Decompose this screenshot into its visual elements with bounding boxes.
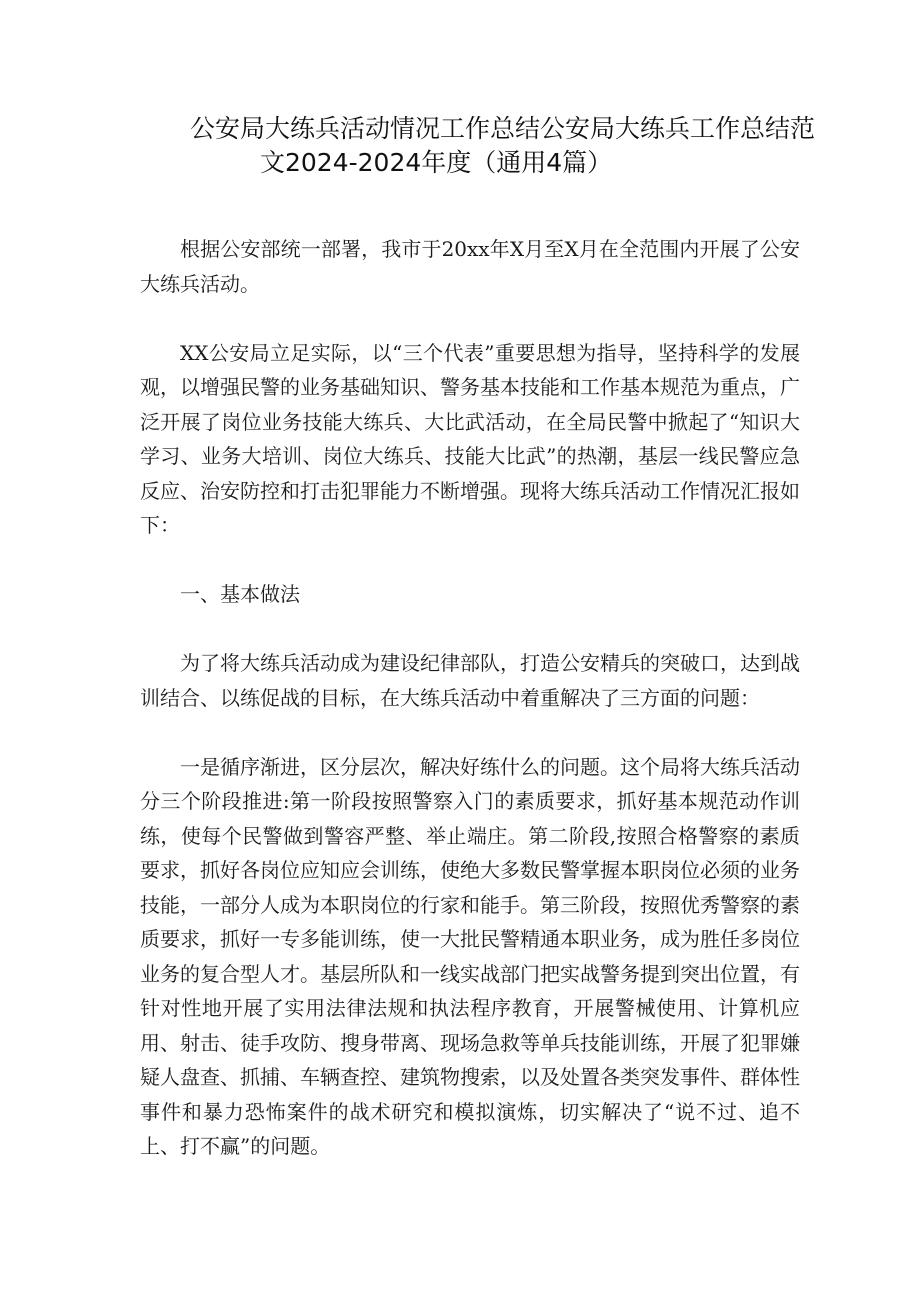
title-line-2: 文2024-2024年度（通用4篇） <box>260 148 613 177</box>
title-line-1: 公安局大练兵活动情况工作总结公安局大练兵工作总结范 <box>190 114 816 143</box>
section-heading: 一、基本做法 <box>180 582 300 606</box>
paragraph-purpose: 为了将大练兵活动成为建设纪律部队，打造公安精兵的突破口，达到战训结合、以练促战的目标，在大练兵活动中着重解决了三方面的问题： <box>140 651 800 710</box>
document-body <box>140 232 800 1198</box>
paragraph-overview: XX公安局立足实际，以“三个代表”重要思想为指导，坚持科学的发展观，以增强民警的业务基础知识、警务基本技能和工作基本规范为重点，广泛开展了岗位业务技能大练兵、大比武活动，在全局民警中掀起了“知识大学习、业务大培训、岗位大练兵、技能大比武”的热潮，基层一线民警应急反应、治安防控和打击犯罪能力不断增强。现将大练兵活动工作情况汇报如下： <box>140 340 800 537</box>
paragraph-intro: 根据公安部统一部署，我市于20xx年X月至X月在全范围内开展了公安大练兵活动。 <box>140 237 800 296</box>
paragraph-point-one: 一是循序渐进，区分层次，解决好练什么的问题。这个局将大练兵活动分三个阶段推进:第一阶段按照警察入门的素质要求，抓好基本规范动作训练，使每个民警做到警容严整、举止端庄。第二阶段,按照合格警察的素质要求，抓好各岗位应知应会训练，使绝大多数民警掌握本职岗位必须的业务技能，一部分人成为本职岗位的行家和能手。第三阶段，按照优秀警察的素质要求，抓好一专多能训练，使一大批民警精通本职业务，成为胜任多岗位业务的复合型人才。基层所队和一线实战部门把实战警务提到突出位置，有针对性地开展了实用法律法规和执法程序教育，开展警械使用、计算机应用、射击、徒手攻防、搜身带离、现场急救等单兵技能训练，开展了犯罪嫌疑人盘查、抓捕、车辆查控、建筑物搜索，以及处置各类突发事件、群体性事件和暴力恐怖案件的战术研究和模拟演炼，切实解决了“说不过、追不上、打不赢”的问题。 <box>140 754 800 1158</box>
document-title <box>150 112 816 180</box>
